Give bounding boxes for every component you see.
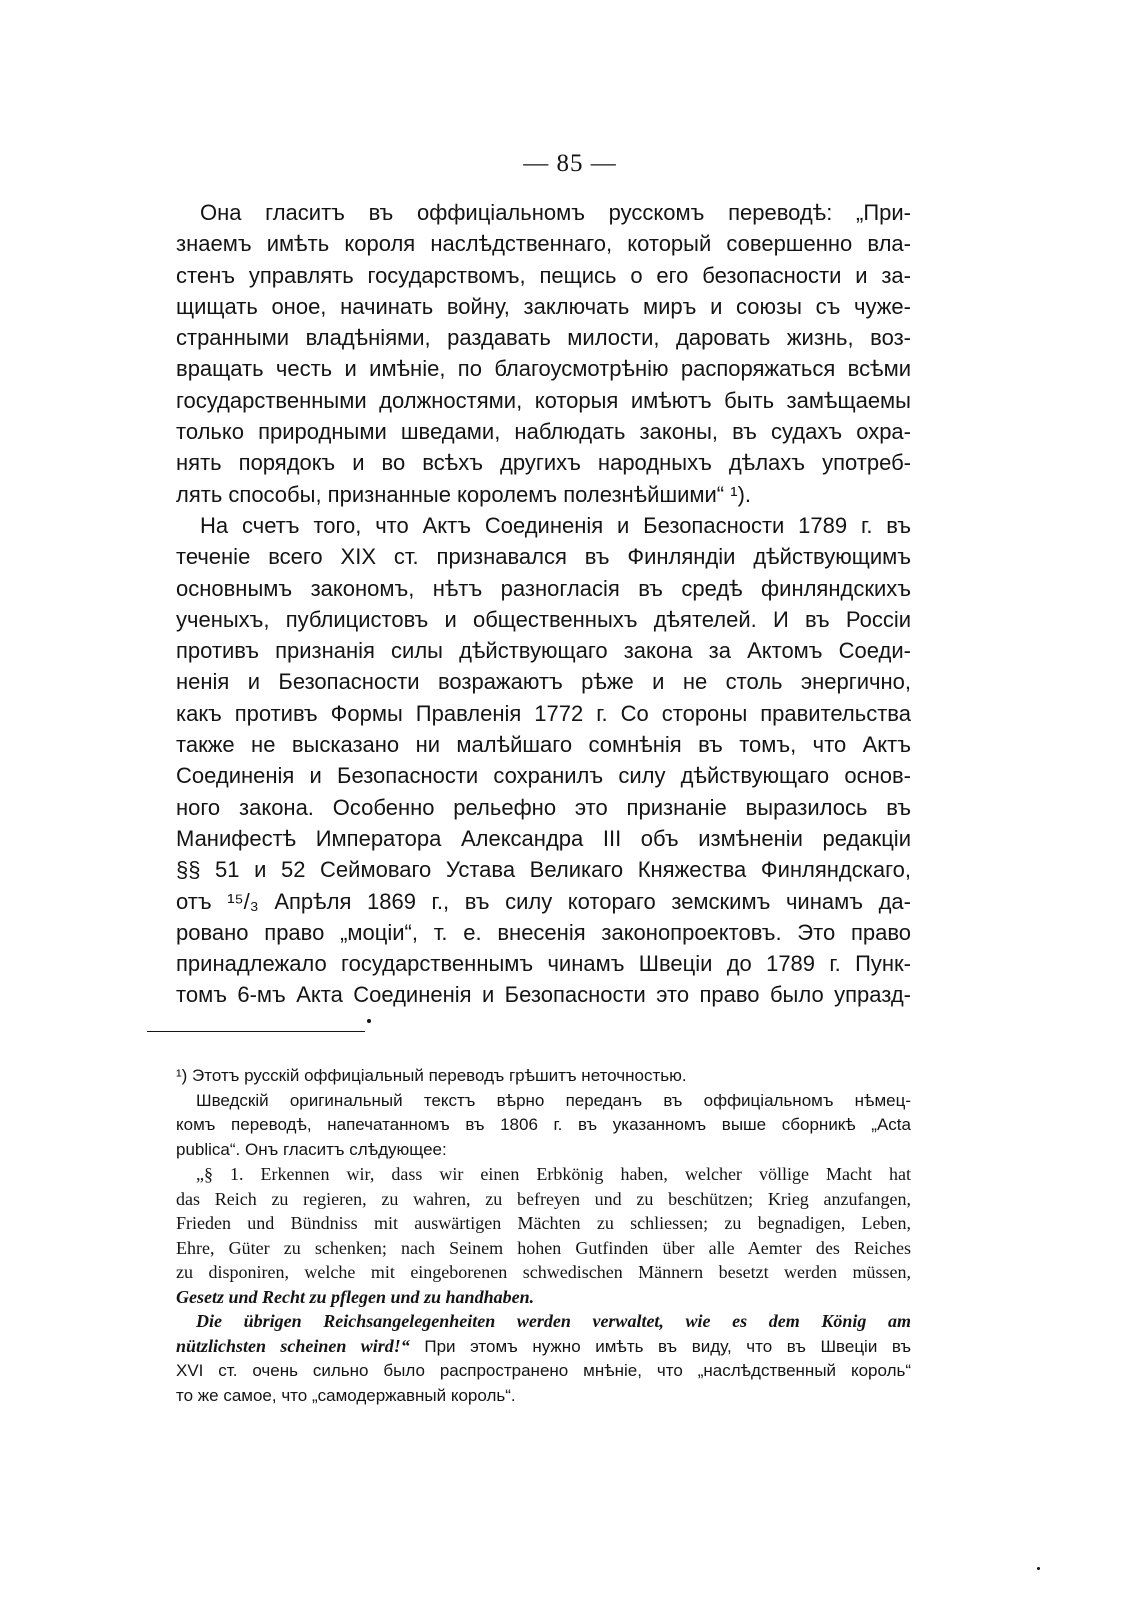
main-body-text	[176, 197, 911, 1011]
text-line: теченіе всего XIX ст. признавался въ Финляндіи дѣйствующимъ	[176, 544, 911, 570]
footnote-line: Шведскій оригинальный текстъ вѣрно переданъ въ оффиціальномъ нѣмец-	[196, 1090, 911, 1110]
text-line: стенъ управлять государствомъ, пещись о его безопасности и за-	[176, 262, 911, 288]
text-line: томъ 6-мъ Акта Соединенія и Безопасности это право было упразд-	[176, 982, 911, 1008]
footnote-swedish-text	[176, 1089, 911, 1163]
text-line: Манифестѣ Императора Александра III объ измѣненіи редакціи	[176, 825, 911, 851]
text-line: Соединенія и Безопасности сохранилъ силу дѣйствующаго основ-	[176, 763, 911, 789]
footnote-line: Gesetz und Recht zu pflegen und zu handhaben.	[176, 1286, 535, 1307]
footnote-line: комъ переводѣ, напечатанномъ въ 1806 г. въ указанномъ выше сборникѣ „Acta	[176, 1115, 911, 1134]
footnote-fragment: При этомъ нужно имѣть въ виду, что въ Швеціи въ	[409, 1336, 911, 1356]
text-line: знаемъ имѣть короля наслѣдственнаго, который совершенно вла-	[176, 231, 911, 257]
text-line: На счетъ того, что Актъ Соединенія и Безопасности 1789 г. въ	[200, 512, 911, 538]
text-line: вращать честь и имѣніе, по благоусмотрѣнію распоряжаться всѣми	[176, 356, 911, 382]
text-line: ровано право „моціи“, т. е. внесенія законопроектовъ. Это право	[176, 919, 911, 945]
footnote-line: Die übrigen Reichsangelegenheiten werden verwaltet, wie es dem König am	[196, 1311, 911, 1331]
text-line: странными владѣніями, раздавать милости, даровать жизнь, воз-	[176, 325, 911, 351]
footnote-line: ¹) Этотъ русскій оффиціальный переводъ грѣшитъ неточностью.	[176, 1066, 687, 1085]
text-line: также не высказано ни малѣйшаго сомнѣнія въ томъ, что Актъ	[176, 732, 911, 758]
footnote-line: Ehre, Güter zu schenken; nach Seinem hohen Gutfinden über alle Aemter des Reiches	[176, 1237, 911, 1258]
footnote-closing-cont	[176, 1359, 911, 1408]
text-line: противъ признанія силы дѣйствующаго закона за Актомъ Соеди-	[176, 638, 911, 664]
footnote-line: das Reich zu regieren, zu wahren, zu befreyen und zu beschützen; Krieg anzufangen,	[176, 1188, 911, 1209]
footnote-line: Frieden und Bündniss mit auswärtigen Mächten zu schliessen; zu begnadigen, Leben,	[176, 1213, 911, 1233]
text-line: ученыхъ, публицистовъ и общественныхъ дѣятелей. И въ Россіи	[176, 606, 911, 632]
scan-speck	[1037, 1567, 1040, 1570]
print-speck	[367, 1019, 371, 1023]
page-number: — 85 —	[523, 150, 617, 177]
footnote-separator-rule	[147, 1031, 365, 1032]
text-line: только природными шведами, наблюдать законы, въ судахъ охра-	[176, 419, 911, 445]
footnotes	[176, 1064, 911, 1408]
text-line: основнымъ закономъ, нѣтъ разногласія въ средѣ финляндскихъ	[176, 575, 911, 601]
footnote-1	[176, 1064, 911, 1089]
footnote-closing	[176, 1309, 911, 1359]
footnote-line: „§ 1. Erkennen wir, dass wir einen Erbkönig haben, welcher völlige Macht hat	[196, 1164, 911, 1184]
footnote-italic-fragment: nützlichsten scheinen wird!“	[176, 1335, 410, 1356]
footnote-line: XVI ст. очень сильно было распространено мнѣніе, что „наслѣдственный король“	[176, 1361, 911, 1380]
footnote-line: publica“. Онъ гласитъ слѣдующее:	[176, 1139, 447, 1159]
text-line: щищать оное, начинать войну, заключать миръ и союзы съ чуже-	[176, 293, 911, 319]
text-line: Она гласитъ въ оффиціальномъ русскомъ переводѣ: „При-	[200, 200, 911, 225]
footnote-line: то же самое, что „самодержавный король“.	[176, 1385, 516, 1405]
text-line: государственными должностями, которыя имѣютъ быть замѣщаемы	[176, 387, 911, 413]
text-line: ненія и Безопасности возражаютъ рѣже и не столь энергично,	[176, 669, 911, 695]
footnote-line: zu disponiren, welche mit eingeborenen schwedischen Männern besetzt werden müssen,	[176, 1262, 911, 1282]
footnote-german-quote	[176, 1162, 911, 1309]
footnote-line-mixed	[176, 1334, 911, 1360]
text-line: нять порядокъ и во всѣхъ другихъ народныхъ дѣлахъ употреб-	[176, 450, 911, 476]
text-line: §§ 51 и 52 Сеймоваго Устава Великаго Княжества Финляндскаго,	[176, 857, 911, 883]
text-line: отъ ¹⁵/₃ Апрѣля 1869 г., въ силу котораго земскимъ чинамъ да-	[176, 888, 911, 914]
text-line: ного закона. Особенно рельефно это признаніе выразилось въ	[176, 794, 911, 820]
text-line: лять способы, признанные королемъ полезнѣйшими“ ¹).	[176, 481, 752, 507]
text-line: принадлежало государственнымъ чинамъ Швеціи до 1789 г. Пунк-	[176, 951, 911, 977]
text-line: какъ противъ Формы Правленія 1772 г. Со стороны правительства	[176, 700, 911, 726]
